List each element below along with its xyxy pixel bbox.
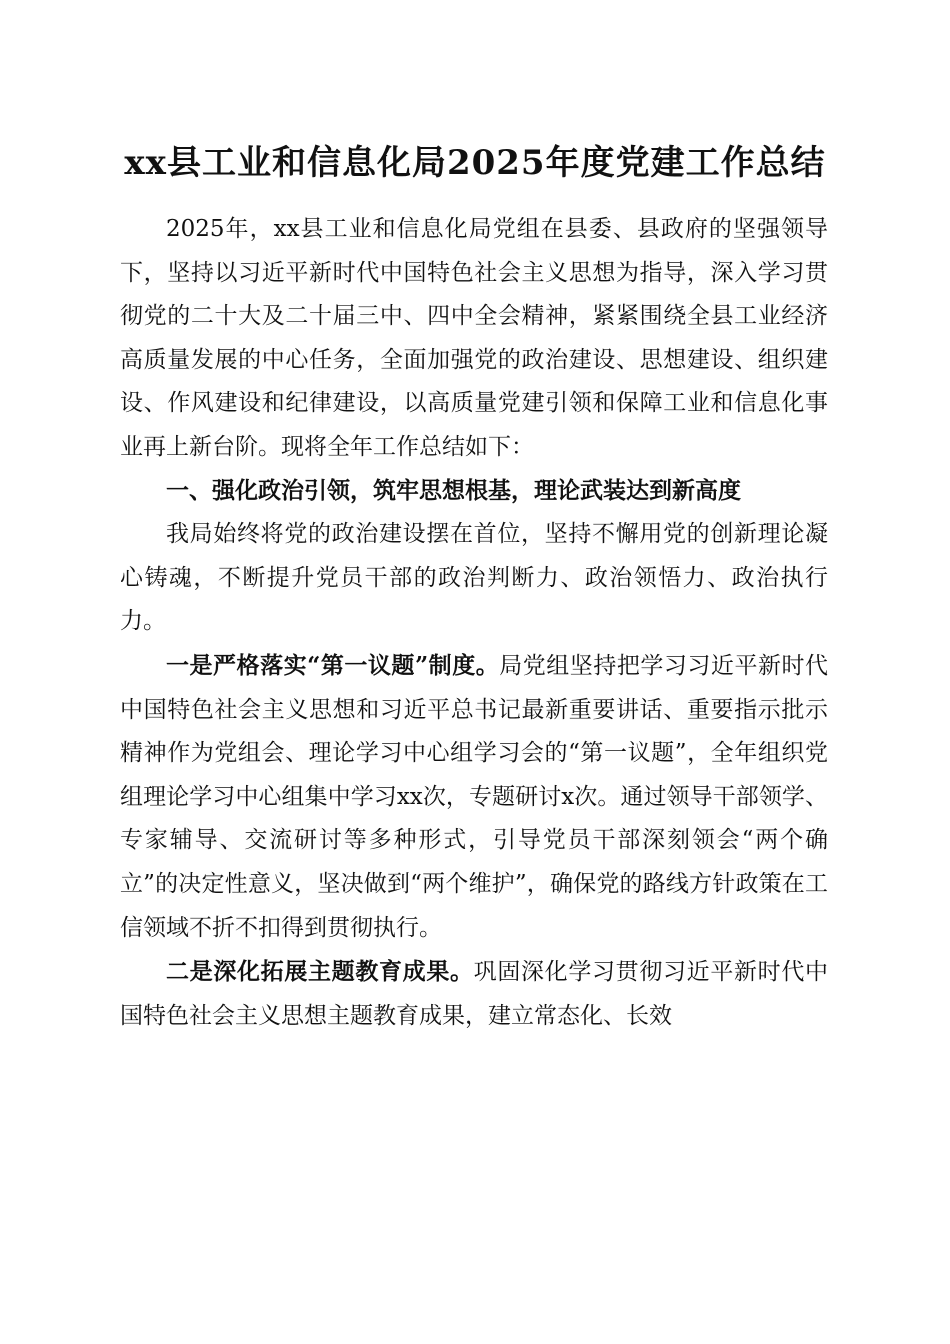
section-intro-paragraph: 我局始终将党的政治建设摆在首位，坚持不懈用党的创新理论凝心铸魂，不断提升党员干部的政治判断力、政治领悟力、政治执行力。	[120, 521, 828, 635]
item-two-lead: 二是深化拓展主题教育成果。	[166, 958, 474, 986]
item-one-text: 局党组坚持把学习习近平新时代中国特色社会主义思想和习近平总书记最新重要讲话、重要指示批示精神作为党组会、理论学习中心组学习会的“第一议题”，全年组织党组理论学习中心组集中学习xx次，专题研讨x次。通过领导干部领学、专家辅导、交流研讨等多种形式，引导党员干部深刻领会“两个确立”的决定性意义，坚决做到“两个维护”，确保党的路线方针政策在工信领域不折不扣得到贯彻执行。	[120, 652, 828, 941]
intro-paragraph: 2025年，xx县工业和信息化局党组在县委、县政府的坚强领导下，坚持以习近平新时代中国特色社会主义思想为指导，深入学习贯彻党的二十大及二十届三中、四中全会精神，紧紧围绕全县工业经济高质量发展的中心任务，全面加强党的政治建设、思想建设、组织建设、作风建设和纪律建设，以高质量党建引领和保障工业和信息化事业再上新台阶。现将全年工作总结如下：	[120, 216, 828, 460]
item-two-paragraph	[120, 950, 828, 1038]
item-two-text: 巩固深化学习贯彻习近平新时代中国特色社会主义思想主题教育成果，建立常态化、长效	[120, 959, 829, 1029]
item-one-paragraph	[120, 644, 828, 950]
section-heading: 一、强化政治引领，筑牢思想根基，理论武装达到新高度	[166, 477, 741, 504]
item-one-lead: 一是严格落实“第一议题”制度。	[166, 651, 500, 679]
document-title: xx县工业和信息化局2025年度党建工作总结	[124, 143, 826, 183]
document-body	[120, 208, 828, 1038]
